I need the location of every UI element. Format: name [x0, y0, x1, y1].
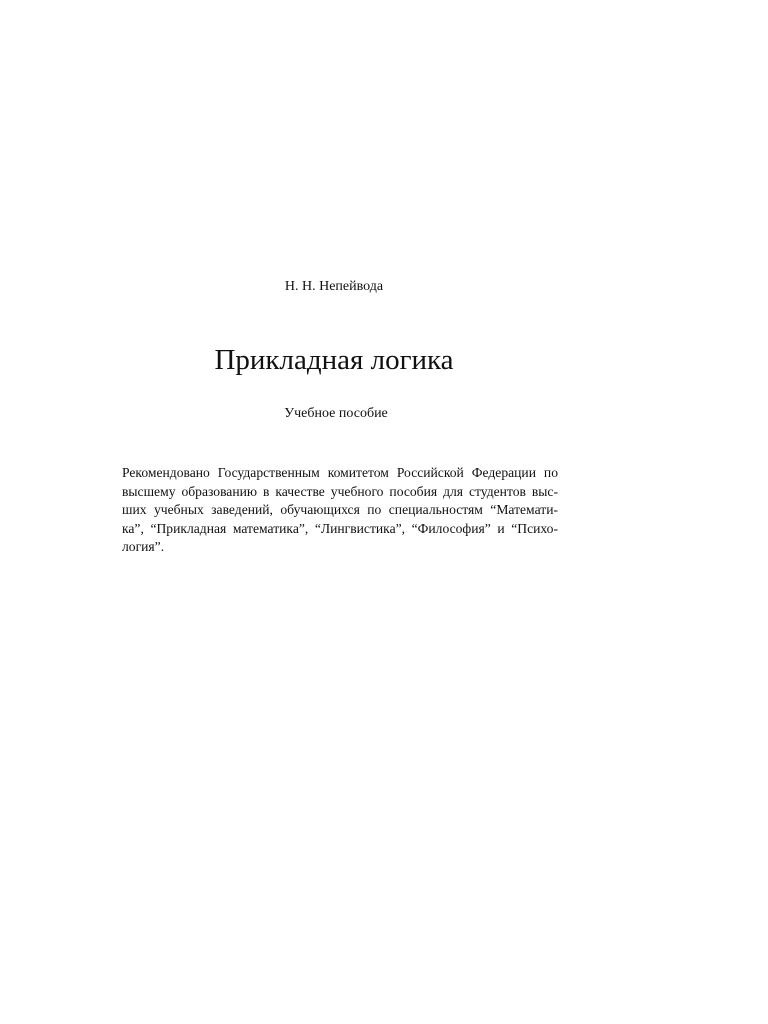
- recommendation-line: высшему образованию в качестве учебного пособия для студентов выс-: [122, 483, 558, 499]
- recommendation-line: Рекомендовано Государственным комитетом Российской Федерации по: [122, 465, 558, 480]
- recommendation-text: [122, 464, 558, 557]
- book-subtitle: Учебное пособие: [284, 406, 388, 421]
- book-title: Прикладная логика: [214, 344, 454, 376]
- recommendation-line: логия”.: [122, 539, 165, 554]
- recommendation-line: ка”, “Прикладная математика”, “Лингвистика”, “Философия” и “Психо-: [122, 520, 558, 536]
- recommendation-line: ших учебных заведений, обучающихся по специальностям “Математи-: [122, 502, 558, 517]
- author-name: Н. Н. Непейвода: [284, 279, 384, 294]
